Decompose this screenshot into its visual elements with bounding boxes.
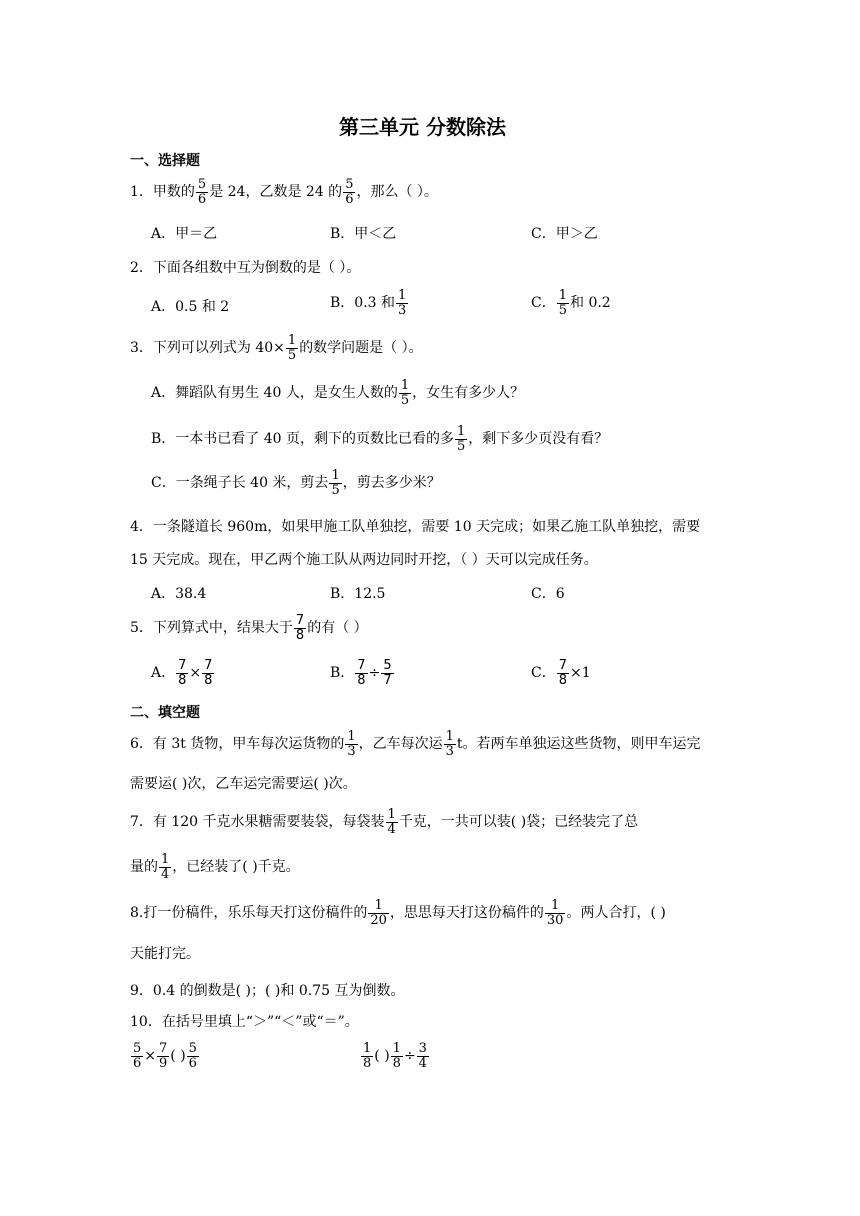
q3-option-a: A．舞蹈队有男生 40 人，是女生人数的 $\frac{1}{5}$ ，女生有多少人？ (151, 378, 525, 408)
fraction: $\frac{7}{9}$ (159, 1041, 168, 1071)
fraction: $\frac{1}{3}$ (445, 729, 454, 759)
fraction: $\frac{1}{8}$ (363, 1041, 372, 1071)
question-10: 10．在括号里填上“＞”“＜”或“＝”。 (130, 1014, 359, 1030)
fraction: $\frac{1}{5}$ (287, 333, 297, 363)
fraction: $\frac{5}{7}$ (383, 658, 392, 688)
fraction: $\frac{5}{6}$ (188, 1041, 197, 1071)
question-2: 2．下面各组数中互为倒数的是（ ）。 (130, 260, 361, 276)
q4-option-b: B．12.5 (330, 586, 386, 602)
fraction: $\frac{1}{5}$ (400, 378, 410, 408)
section-heading-choice: 一、选择题 (130, 153, 200, 169)
q1-option-a: A．甲＝乙 (151, 226, 218, 242)
fraction: $\frac{1}{3}$ (398, 288, 407, 318)
question-7-line-2: 量的 $\frac{1}{4}$ ，已经装了( )千克。 (130, 852, 300, 882)
fraction: $\frac{3}{4}$ (418, 1041, 427, 1071)
q2-option-b: B．0.3 和 $\frac{1}{3}$ (330, 288, 407, 318)
q5-option-b: B． $\frac{7}{8}$ ÷ $\frac{5}{7}$ (330, 658, 392, 688)
question-8-line-2: 天能打完。 (130, 946, 200, 962)
fraction: $\frac{1}{5}$ (558, 288, 567, 318)
question-9: 9．0.4 的倒数是( )；( )和 0.75 互为倒数。 (130, 983, 405, 999)
fraction: $\frac{5}{6}$ (197, 177, 207, 207)
q3-option-b: B．一本书已看了 40 页，剩下的页数比已看的多 $\frac{1}{5}$ ，剩下多少页没有看？ (151, 424, 609, 454)
q4-option-a: A．38.4 (151, 586, 207, 602)
fraction: $\frac{7}{8}$ (558, 658, 567, 688)
q1-text-a: 1．甲数的 (130, 184, 195, 201)
question-3: 3．下列可以列式为 40× $\frac{1}{5}$ 的数学问题是（ ）。 (130, 333, 423, 363)
fraction: $\frac{1}{5}$ (457, 424, 466, 454)
q4-option-c: C．6 (531, 586, 565, 602)
q3-option-c: C．一条绳子长 40 米，剪去 $\frac{1}{5}$ ，剪去多少米？ (151, 468, 441, 498)
fraction: $\frac{1}{3}$ (347, 729, 356, 759)
fraction: $\frac{1}{30}$ (546, 898, 564, 928)
q2-option-a: A．0.5 和 2 (151, 299, 230, 315)
q1-text-c: ，那么（ ）。 (356, 184, 438, 201)
question-4-line-2: 15 天完成。现在，甲乙两个施工队从两边同时开挖，（ ）天可以完成任务。 (130, 552, 598, 568)
fraction: $\frac{5}{6}$ (345, 177, 354, 207)
q10-expression-2: $\frac{1}{8}$ ( ) $\frac{1}{8}$ ÷ $\frac{3}{4}$ (363, 1041, 427, 1071)
answer-blank[interactable]: ( ) (170, 1048, 186, 1065)
question-4-line-1: 4．一条隧道长 960m，如果甲施工队单独挖，需要 10 天完成；如果乙施工队单独挖，需要 (130, 519, 701, 535)
q5-option-a: A． $\frac{7}{8}$ × $\frac{7}{8}$ (151, 658, 213, 688)
q5-option-c: C． $\frac{7}{8}$ ×1 (531, 658, 591, 688)
page-title: 第三单元 分数除法 (339, 115, 506, 139)
fraction: $\frac{7}{8}$ (204, 658, 213, 688)
q10-expression-1: $\frac{5}{6}$ × $\frac{7}{9}$ ( ) $\frac{5}{6}$ (133, 1041, 197, 1071)
question-6-line-2: 需要运( )次，乙车运完需要运( )次。 (130, 776, 357, 792)
fraction: $\frac{7}{8}$ (295, 613, 305, 643)
q1-option-c: C．甲＞乙 (531, 226, 598, 242)
fraction: $\frac{7}{8}$ (178, 658, 187, 688)
answer-blank[interactable]: ( ) (374, 1048, 390, 1065)
question-7-line-1: 7．有 120 千克水果糖需要装袋，每袋装 $\frac{1}{4}$ 千克，一共可以装( )袋；已经装完了总 (130, 807, 639, 837)
q1-option-b: B．甲＜乙 (330, 226, 397, 242)
question-6-line-1: 6．有 3t 货物，甲车每次运货物的 $\frac{1}{3}$ ，乙车每次运 $\frac{1}{3}$ t。若两车单独运这些货物，则甲车运完 (130, 729, 701, 759)
fraction: $\frac{1}{20}$ (370, 898, 387, 928)
fraction: $\frac{1}{5}$ (331, 468, 340, 498)
q2-option-c: C． $\frac{1}{5}$ 和 0.2 (531, 288, 611, 318)
fraction: $\frac{1}{8}$ (392, 1041, 401, 1071)
question-1 (130, 178, 438, 206)
q1-text-b: 是 24，乙数是 24 的 (209, 184, 343, 201)
fraction: $\frac{5}{6}$ (133, 1041, 142, 1071)
fraction: $\frac{1}{4}$ (161, 852, 170, 882)
question-8-line-1: 8.打一份稿件，乐乐每天打这份稿件的 $\frac{1}{20}$ ，思思每天打这份稿件的 $\frac{1}{30}$ 。两人合打，( ) (130, 898, 666, 928)
fraction: $\frac{1}{4}$ (387, 807, 396, 837)
question-5: 5．下列算式中，结果大于 $\frac{7}{8}$ 的有（ ） (130, 613, 368, 643)
fraction: $\frac{7}{8}$ (357, 658, 366, 688)
section-heading-fill: 二、填空题 (130, 705, 200, 721)
